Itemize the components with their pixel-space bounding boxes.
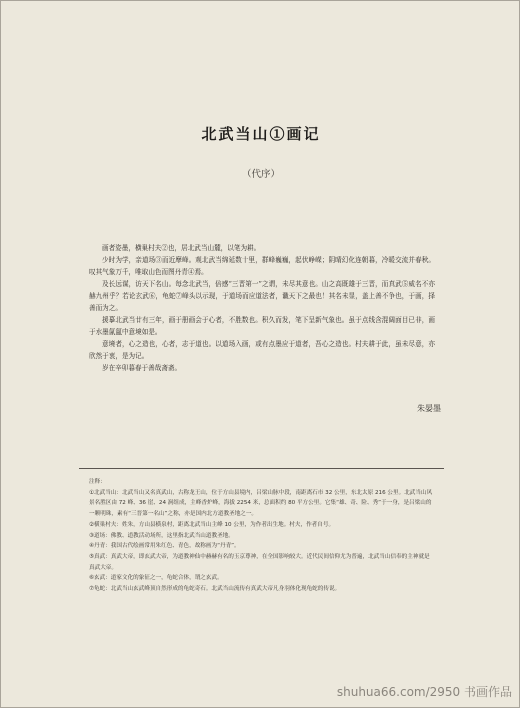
author-signature: 朱晏墨: [417, 404, 441, 413]
body-paragraph: 少时为学，亲道场③而近摩峰。观北武当绵延数十里，群峰巍巍，起伏峥嵘；阴晴幻化连朝暮，冷暖交流并春秋。叹其气象万千，唯取山色而图丹青④焉。: [89, 256, 435, 276]
footnote-item: ③道场：佛教、道教活动场所，这里指北武当山道教圣地。: [89, 532, 234, 539]
footnote-item: ⑥玄武：道家文化的象征之一，龟蛇合体，谓之玄武。: [89, 575, 223, 582]
footnote-item: ④丹青：我国古代绘画常用朱红色、青色，故称画为“丹青”。: [89, 543, 240, 550]
footnotes: [89, 477, 435, 595]
footnote-item: ⑦龟蛇：北武当山玄武峰顶自然形成的龟蛇奇石。北武当山流传有真武大帝凡身羽体化现龟蛇的传说。: [89, 586, 341, 593]
site-watermark: shuhua66.com/2950 书画作品: [336, 685, 512, 699]
footnote-item: ⑤真武：真武大帝，即玄武大帝，为道教神仙中赫赫有名的玉京尊神，在全国影响较大。近代民间信仰尤为普遍，北武当山信奉的主神就是真武大帝。: [89, 553, 430, 571]
footnote-divider: [79, 468, 444, 469]
body-text: [89, 242, 435, 374]
footnote-item: ②横巢村夫：姓朱，方山县横泉村，距离北武当山主峰 10 公里，为作者出生地。村夫，作者自号。: [89, 521, 335, 528]
page-subtitle: （代序）: [241, 169, 280, 180]
body-paragraph: 援摹北武当廿有三年，画于册画会于心者，不胜数也。积久而发，笔下呈新气象也。虽于点线含混阔面目已非，画于水墨氤氲中意境如是。: [89, 316, 435, 336]
page-title: 北武当山①画记: [201, 125, 321, 143]
footnotes-heading: 注释：: [89, 479, 106, 485]
body-paragraph: 意境者，心之造也，心者，志于道也。以道场入画，或有点墨应于道者，吾心之造也。村夫耕于此，虽未尽意，亦欣然于衷，是为记。: [89, 340, 435, 360]
body-paragraph: 岁在辛卯暮春于善哉斋斋。: [102, 364, 182, 372]
footnote-item: ①北武当山：北武当山又名真武山，古称龙王山，位于方山县境内，吕梁山脉中段，南距离石市 32 公里，东北太原 216 公里。北武当山风景名胜区由 72 峰、36 崖、24 涧组成，主峰香炉峰，海拔 2254 米，总面积约 80 平方公里。它集“雄、奇、险、秀”于一身，是吕梁山的一颗明珠，素有“三晋第一名山”之称，亦是国内北方道教圣地之一。: [89, 489, 433, 518]
body-paragraph: 及长远谋，访天下名山。每念北武当，倍感“三晋第一”之谓，未尽其意也。山之高既雄于三晋，而真武⑤威名不亦赫九州乎？若论玄武⑥，龟蛇⑦峰头以示现，于道场而应道法者，谶天下之最也！其名未显，盖上善不争也，于画，择善而为之。: [89, 280, 435, 312]
body-paragraph: 画者姿墨，横巢村夫②也，居北武当山麓，以笔为耕。: [102, 244, 261, 252]
